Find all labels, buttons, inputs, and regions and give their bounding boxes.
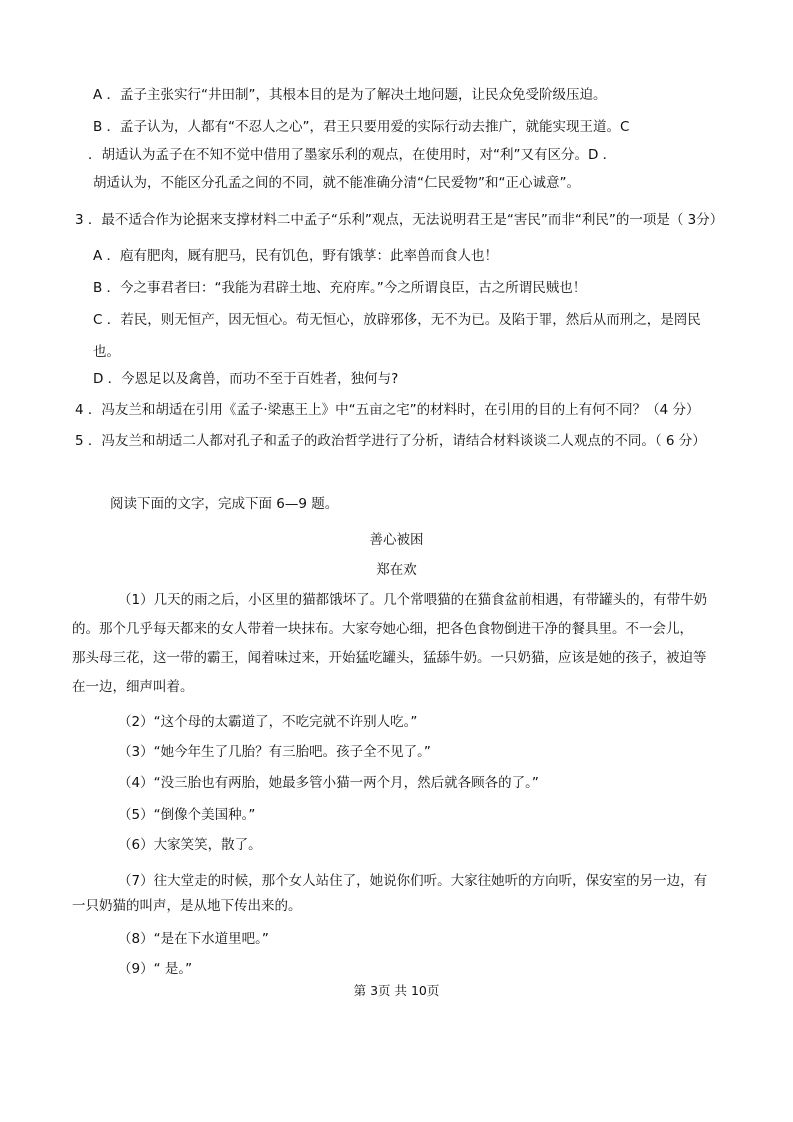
paragraph-7-line-2: 一只奶猫的叫声，是从地下传出来的。: [72, 898, 302, 914]
question-5: 5 ．冯友兰和胡适二人都对孔子和孟子的政治哲学进行了分析，请结合材料谈谈二人观点的不同。（ 6 分）: [75, 433, 706, 449]
paragraph-5: （5）“倒像个美国种。”: [118, 807, 256, 823]
page-footer: 第 3页 共 10页: [353, 983, 440, 998]
passage-author: 郑在欢: [376, 562, 417, 578]
passage-title: 善心被困: [369, 532, 424, 548]
paragraph-6: （6）大家笑笑，散了。: [118, 837, 262, 853]
paragraph-3: （3）“她今年生了几胎？有三胎吧。孩子全不见了。”: [118, 744, 431, 760]
q3-option-c-cont: 也。: [93, 344, 120, 360]
paragraph-2: （2）“这个母的太霸道了，不吃完就不许别人吃。”: [118, 714, 418, 730]
q3-option-a: A ．庖有肥肉，厩有肥马，民有饥色，野有饿莩：此率兽而食人也！: [93, 248, 499, 264]
q3-option-d: D ．今恩足以及禽兽，而功不至于百姓者，独何与?: [93, 371, 399, 387]
paragraph-1-line-3: 那头母三花，这一带的霸王，闻着味过来，开始猛吃罐头，猛舔牛奶。一只奶猫，应该是她的孩子，被迫等: [72, 650, 707, 666]
question-3: 3 ．最不适合作为论据来支撑材料二中孟子“乐利”观点，无法说明君王是“害民”而非“利民”的一项是（ 3分）: [75, 212, 724, 228]
question-4: 4 ．冯友兰和胡适在引用《孟子·梁惠王上》中“五亩之宅”的材料时，在引用的目的上有何不同？（4 分）: [75, 402, 700, 418]
paragraph-1-line-1: （1）几天的雨之后，小区里的猫都饿坏了。几个常喂猫的在猫食盆前相遇，有带罐头的，有带牛奶: [118, 592, 708, 608]
paragraph-8: （8）“是在下水道里吧。”: [118, 931, 269, 947]
q3-option-b: B ．今之事君者曰：“我能为君辟土地、充府库。”今之所谓良臣，古之所谓民贼也！: [93, 280, 587, 296]
paragraph-9: （9）“ 是。”: [118, 961, 193, 977]
paragraph-7-line-1: （7）往大堂走的时候，那个女人站住了，她说你们听。大家往她听的方向听，保安室的另一边，有: [118, 873, 708, 889]
q2-option-c: ．胡适认为孟子在不知不觉中借用了墨家乐利的观点，在使用时，对“利”又有区分。D ．: [88, 147, 617, 163]
paragraph-1-line-2: 的。那个几乎每天都来的女人带着一块抹布。大家夸她心细，把各色食物倒进干净的餐具里。不一会儿，: [72, 621, 693, 637]
q2-option-d: 胡适认为，不能区分孔孟之间的不同，就不能准确分清“仁民爱物”和“正心诚意”。: [93, 175, 580, 191]
q2-option-b: B ．孟子认为，人都有“不忍人之心”，君王只要用爱的实际行动去推广，就能实现王道。C: [93, 119, 630, 135]
q2-option-a: A ．孟子主张实行“井田制”，其根本目的是为了解决土地问题，让民众免受阶级压迫。: [93, 87, 607, 103]
q3-option-c: C ．若民，则无恒产，因无恒心。苟无恒心，放辟邪侈，无不为已。及陷于罪，然后从而刑之，是罔民: [93, 312, 701, 328]
paragraph-1-line-4: 在一边，细声叫着。: [72, 679, 194, 695]
reading-intro: 阅读下面的文字，完成下面 6—9 题。: [110, 496, 339, 512]
paragraph-4: （4）“没三胎也有两胎，她最多管小猫一两个月，然后就各顾各的了。”: [118, 775, 539, 791]
